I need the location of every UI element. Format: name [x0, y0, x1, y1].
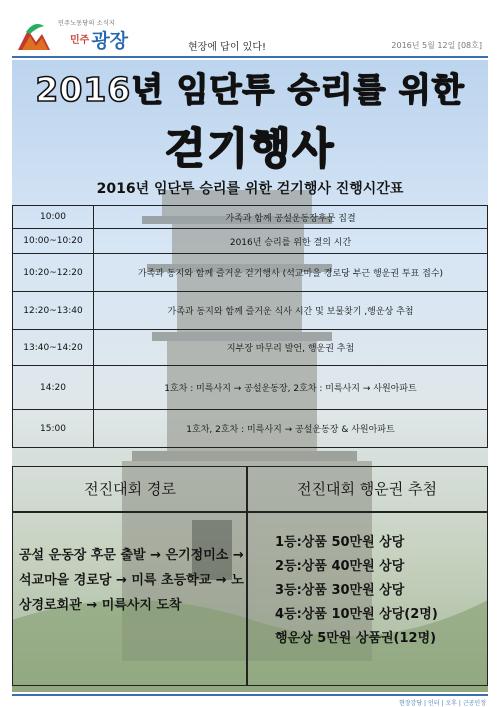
schedule-activity: 가족과 동지와 함께 즐거운 식사 시간 및 보물찾기 ,행운상 추첨 — [94, 292, 488, 330]
schedule-time: 10:00 — [13, 206, 94, 229]
table-row — [13, 229, 488, 254]
route-title: 전진대회 경로 — [84, 480, 176, 498]
issue-date: 2016년 5월 12일 [08호] — [391, 41, 482, 50]
table-row — [13, 206, 488, 229]
lottery-title: 전진대회 행운권 추첨 — [297, 480, 437, 498]
table-row — [13, 330, 488, 366]
header-divider — [12, 56, 488, 58]
schedule-activity: 1호차, 2호차 : 미륵사지 → 공설운동장 & 사원아파트 — [94, 410, 488, 448]
header — [0, 0, 500, 58]
headline-line1: 2016년 임단투 승리를 위한 — [35, 70, 465, 109]
list-item: 2등:상품 40만원 상당 — [275, 559, 405, 574]
schedule-time: 10:00~10:20 — [13, 229, 94, 254]
lottery-header — [246, 466, 488, 512]
schedule-title: 2016년 임단투 승리를 위한 걷기행사 진행시간표 — [96, 181, 404, 197]
logo-prefix: 민주 — [70, 35, 90, 46]
logo-title — [70, 26, 128, 53]
schedule-time: 10:20~12:20 — [13, 254, 94, 292]
headline-line2: 걷기행사 — [164, 124, 336, 173]
route-box — [12, 512, 248, 686]
footer-text: 현장강당 | 인터 | 오후 | 근공인정 — [398, 700, 486, 707]
schedule-table — [12, 205, 488, 448]
slogan: 현장에 답이 있다! — [188, 42, 266, 53]
schedule-activity: 2016년 승리를 위한 결의 시간 — [94, 229, 488, 254]
prize-list — [275, 531, 438, 651]
schedule-time: 14:20 — [13, 366, 94, 410]
schedule-activity: 1호차 : 미륵사지 → 공설운동장, 2호차 : 미륵사지 → 사원아파트 — [94, 366, 488, 410]
list-item: 1등:상품 50만원 상당 — [275, 535, 405, 550]
list-item: 4등:상품 10만원 상당(2명) — [275, 607, 438, 622]
logo-main: 광장 — [91, 30, 129, 52]
schedule-activity: 지부장 마무리 발언, 행운권 추첨 — [94, 330, 488, 366]
schedule-time: 13:40~14:20 — [13, 330, 94, 366]
route-description: 공설 운동장 후문 출발 → 은기정미소 → 석교마을 경로당 → 미륵 초등학교 → 노상경로회관 → 미륵사지 도착 — [19, 548, 244, 613]
logo-caption: 민주노동당의 소식지 — [58, 20, 116, 27]
logo-mark-icon — [16, 20, 52, 54]
schedule-activity: 가족과 함께 공설운동장후문 집결 — [94, 206, 488, 229]
schedule-activity: 가족과 동지와 함께 즐거운 걷기행사 (석교마을 경로당 부근 행운권 투표 접수) — [94, 254, 488, 292]
route-header — [12, 466, 248, 512]
table-row — [13, 254, 488, 292]
logo — [16, 18, 136, 54]
list-item: 3등:상품 30만원 상당 — [275, 583, 405, 598]
list-item: 행운상 5만원 상품권(12명) — [275, 631, 437, 646]
footer-divider — [12, 694, 488, 696]
table-row — [13, 410, 488, 448]
schedule-time: 12:20~13:40 — [13, 292, 94, 330]
table-row — [13, 366, 488, 410]
schedule-time: 15:00 — [13, 410, 94, 448]
table-row — [13, 292, 488, 330]
lottery-box — [246, 512, 488, 686]
